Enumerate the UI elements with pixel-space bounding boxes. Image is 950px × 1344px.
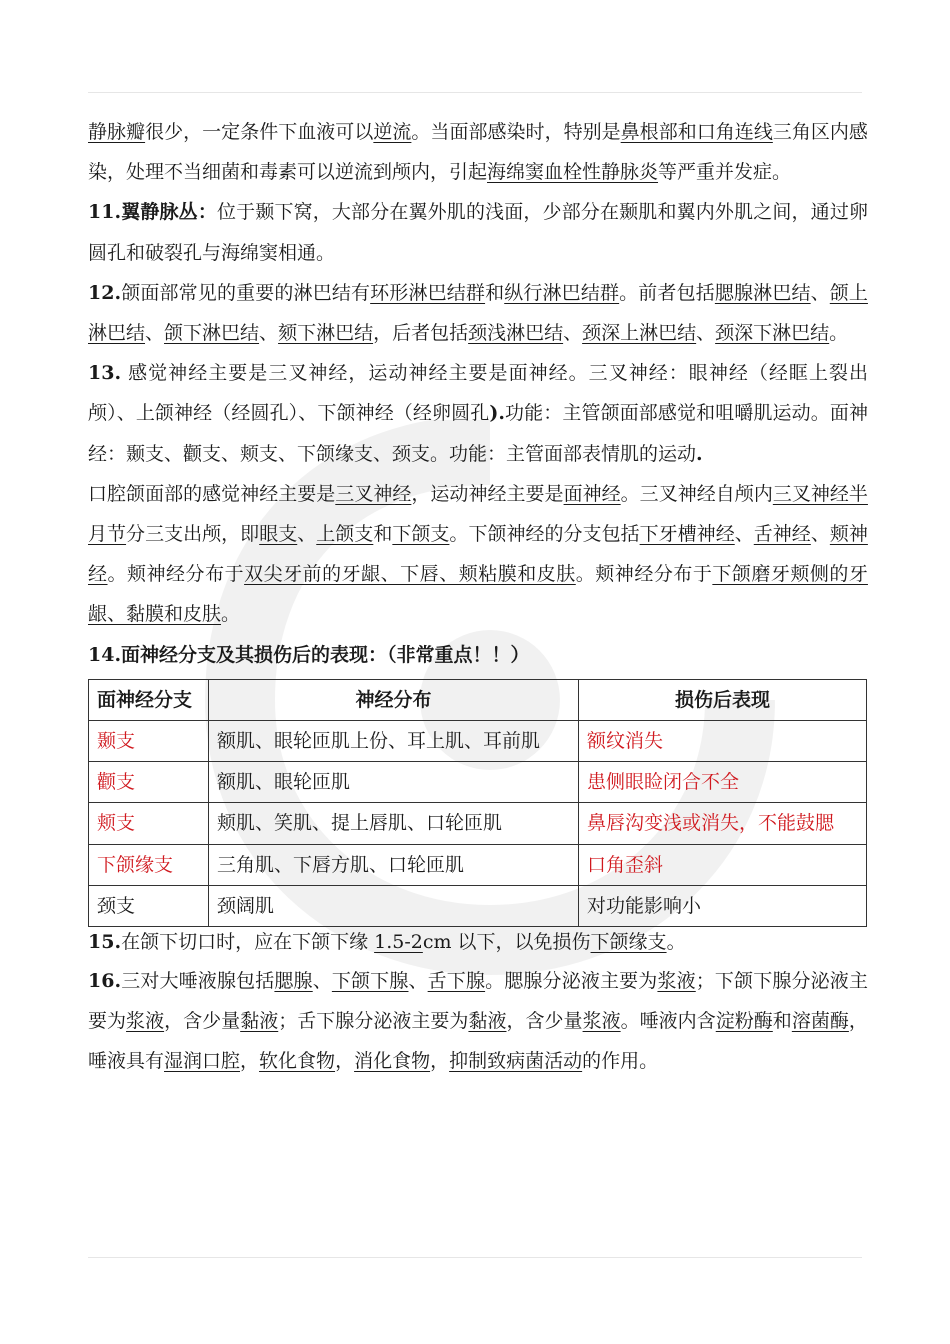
text: 。唾液内含 xyxy=(620,1010,716,1033)
paragraph-15 xyxy=(88,927,868,957)
text: 。 xyxy=(829,322,849,345)
term: 腮腺 xyxy=(274,970,313,993)
text: 三对大唾液腺包括 xyxy=(121,970,275,993)
text: 。颊神经分布于 xyxy=(107,563,245,586)
term: 溶菌酶 xyxy=(791,1010,849,1033)
item-number: 15. xyxy=(88,931,122,954)
sep: 、 xyxy=(408,970,428,993)
text: . xyxy=(696,442,703,465)
text: 。 xyxy=(666,931,686,954)
text: 感觉神经主要是三叉神经，运动神经主要是面神经。三叉神经：眼神经（经眶上裂出颅）、上颌神经（经圆孔）、下颌神经（经卵圆孔 xyxy=(88,362,868,425)
cell-injury: 鼻唇沟变浅或消失，不能鼓腮 xyxy=(579,803,867,844)
sep: ， xyxy=(240,1050,260,1073)
text: 。 xyxy=(221,603,241,626)
sep: 、 xyxy=(734,523,754,546)
text: ，后者包括 xyxy=(373,322,469,345)
term: 下颌下腺 xyxy=(331,970,409,993)
cell-branch: 颧支 xyxy=(89,762,209,803)
text: 功能：主管颌面部感觉和咀嚼肌运动。面神经：颞支、颧支、颊支、下颌缘支、颈支。功能：主管面部表情肌的运动 xyxy=(88,402,868,465)
text: 的作用。 xyxy=(582,1050,659,1073)
text: 口腔颌面部的感觉神经主要是 xyxy=(88,482,336,505)
term: 颌上淋巴结 xyxy=(88,281,868,345)
term: 上颌支 xyxy=(316,523,374,546)
item-number: 13. xyxy=(88,362,122,385)
term: 下颌支 xyxy=(392,523,450,546)
text: 。前者包括 xyxy=(619,281,715,304)
term: 黏液 xyxy=(468,1010,507,1033)
text: 在颌下切口时，应在下颌下缘 xyxy=(121,931,375,954)
text: 和 xyxy=(485,281,505,304)
cell-branch: 颈支 xyxy=(89,885,209,926)
term: 消化食物 xyxy=(354,1050,431,1073)
column-header-injury: 损伤后表现 xyxy=(579,679,867,720)
term: 黏液 xyxy=(240,1010,279,1033)
cell-distribution: 颈阔肌 xyxy=(209,885,579,926)
term: 舌神经 xyxy=(753,523,811,546)
text: 。三叉神经自颅内 xyxy=(620,482,773,505)
term-cavernous-sinus-thrombophlebitis: 海绵窦血栓性静脉炎 xyxy=(487,161,659,184)
term: 舌下腺 xyxy=(427,970,486,993)
text: 位于颞下窝，大部分在翼外肌的浅面，少部分在颞肌和翼内外肌之间，通过卵圆孔和破裂孔与海绵窦相通。 xyxy=(88,201,868,264)
paragraph-13 xyxy=(88,353,868,474)
term: 三叉神经 xyxy=(335,482,412,505)
term: 眼支 xyxy=(259,523,298,546)
bottom-rule xyxy=(88,1257,862,1258)
term: 下牙槽神经 xyxy=(639,523,735,546)
cell-injury: 对功能影响小 xyxy=(579,885,867,926)
term: 颈深下淋巴结 xyxy=(715,322,830,345)
table-row xyxy=(89,803,867,844)
paragraph-16 xyxy=(88,961,868,1082)
text: ，含少量 xyxy=(164,1010,241,1033)
term: 1.5-2 xyxy=(374,931,423,954)
sep: 、 xyxy=(696,322,716,345)
table-row xyxy=(89,721,867,762)
text: ；舌下腺分泌液主要为 xyxy=(278,1010,469,1033)
text: cm 以下，以免损伤 xyxy=(422,931,591,954)
sep: 、 xyxy=(563,322,583,345)
paragraph-10-continued xyxy=(88,112,868,192)
cell-injury: 口角歪斜 xyxy=(579,844,867,885)
text: 。下颌神经的分支包括 xyxy=(449,523,640,546)
document-body xyxy=(88,112,868,1082)
text: 分三支出颅，即 xyxy=(126,523,260,546)
term: 浆液 xyxy=(582,1010,621,1033)
text: 。颊神经分布于 xyxy=(575,563,713,586)
sep: 、 xyxy=(810,523,830,546)
text: ，运动神经主要是 xyxy=(411,482,564,505)
text: 。当面部感染时，特别是 xyxy=(411,121,621,143)
cell-distribution: 三角肌、下唇方肌、口轮匝肌 xyxy=(209,844,579,885)
item-number: 12. xyxy=(88,281,122,304)
sep: 、 xyxy=(259,322,279,345)
text: 三角区内感染，处理不当细菌和毒素可以逆流到颅内，引起 xyxy=(88,121,868,184)
table-row xyxy=(89,762,867,803)
sep: 、 xyxy=(312,970,332,993)
text: ；下颌下腺分泌液主要为 xyxy=(88,970,868,1033)
text: 颌面部常见的重要的淋巴结有 xyxy=(121,281,371,304)
term: 颊神经 xyxy=(88,523,868,586)
term: 颌下淋巴结 xyxy=(164,322,260,345)
text: 。腮腺分泌液主要为 xyxy=(485,970,658,993)
facial-nerve-table xyxy=(88,679,867,927)
term-backflow: 逆流 xyxy=(373,121,412,143)
term: 下颌磨牙颊侧的牙龈、黏膜和皮肤 xyxy=(88,563,868,626)
term: 淀粉酶 xyxy=(715,1010,773,1033)
cell-branch: 颞支 xyxy=(89,721,209,762)
term: 面神经 xyxy=(563,482,621,505)
paragraph-12 xyxy=(88,273,868,353)
sep: 、 xyxy=(810,281,830,304)
term: 浆液 xyxy=(657,970,696,993)
cell-distribution: 颊肌、笑肌、提上唇肌、口轮匝肌 xyxy=(209,803,579,844)
cell-distribution: 额肌、眼轮匝肌上份、耳上肌、耳前肌 xyxy=(209,721,579,762)
table-row xyxy=(89,885,867,926)
term-venous-valve: 静脉瓣 xyxy=(88,121,146,143)
text: 等严重并发症。 xyxy=(658,161,792,184)
term: 颈深上淋巴结 xyxy=(582,322,697,345)
top-rule xyxy=(88,92,862,93)
paragraph-13-detail xyxy=(88,474,868,635)
term: 腮腺淋巴结 xyxy=(714,281,811,304)
text: ，唾液具有 xyxy=(88,1010,868,1073)
text: ，含少量 xyxy=(506,1010,583,1033)
sep: ， xyxy=(335,1050,355,1073)
term-danger-triangle: 鼻根部和口角连线 xyxy=(620,121,773,143)
term: 双尖牙前的牙龈、下唇、颊粘膜和皮肤 xyxy=(244,563,576,586)
term: 颈浅淋巴结 xyxy=(468,322,564,345)
table-header-row xyxy=(89,679,867,720)
sep: 、 xyxy=(297,523,317,546)
item-number: 11. xyxy=(88,201,122,224)
item-number: 16. xyxy=(88,970,122,993)
term: 下颌缘支 xyxy=(590,931,667,954)
column-header-branch: 面神经分支 xyxy=(89,679,209,720)
table-row xyxy=(89,844,867,885)
cell-injury: 额纹消失 xyxy=(579,721,867,762)
term: 软化食物 xyxy=(259,1050,336,1073)
sep: ， xyxy=(430,1050,450,1073)
term: 三叉神经半月节 xyxy=(88,482,868,546)
colon: ： xyxy=(197,201,217,224)
sep: 、 xyxy=(145,322,165,345)
term: 纵行淋巴结群 xyxy=(504,281,620,304)
cell-branch: 颊支 xyxy=(89,803,209,844)
cell-branch: 下颌缘支 xyxy=(89,844,209,885)
term: 湿润口腔 xyxy=(164,1050,241,1073)
term: 环形淋巴结群 xyxy=(370,281,486,304)
column-header-distribution: 神经分布 xyxy=(209,679,579,720)
item-heading: 翼静脉丛 xyxy=(121,201,198,224)
cell-distribution: 额肌、眼轮匝肌 xyxy=(209,762,579,803)
cell-injury: 患侧眼睑闭合不全 xyxy=(579,762,867,803)
text: ). xyxy=(489,402,505,425)
text: 和 xyxy=(373,523,393,546)
paragraph-11 xyxy=(88,192,868,272)
section-14-title: 14.面神经分支及其损伤后的表现：（非常重点！！） xyxy=(88,643,530,666)
text: 很少，一定条件下血液可以 xyxy=(145,121,374,143)
term: 浆液 xyxy=(126,1010,165,1033)
text: 和 xyxy=(772,1010,792,1033)
term: 颏下淋巴结 xyxy=(278,322,374,345)
term: 抑制致病菌活动 xyxy=(449,1050,583,1073)
